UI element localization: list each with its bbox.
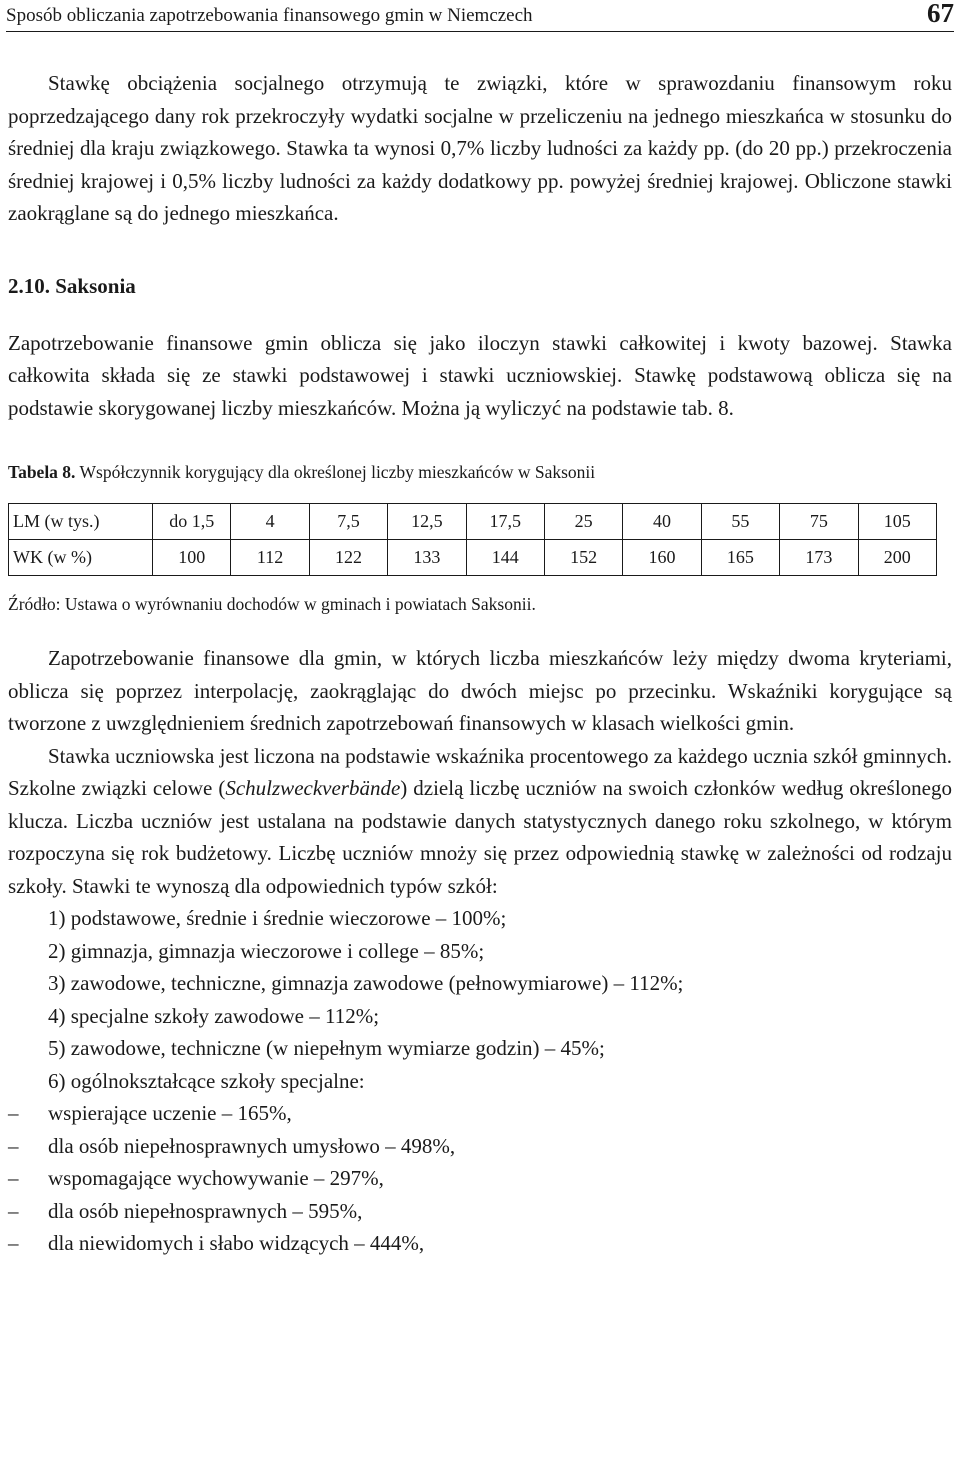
list-item: 1) podstawowe, średnie i średnie wieczorowe – 100%;: [48, 906, 507, 930]
list-item: [8, 1130, 952, 1163]
running-title: Sposób obliczania zapotrzebowania finansowego gmin w Niemczech: [6, 5, 533, 26]
list-item: 5) zawodowe, techniczne (w niepełnym wymiarze godzin) – 45%;: [48, 1036, 605, 1060]
paragraph-text: ) dzielą liczbę uczniów na swoich członków według określonego klucza. Liczba uczniów jest ustalana na podstawie danych statystycznych danego roku szkolnego, w którym rozpoczyna się rok budżetowy. Liczbę uczniów mnoży się przez odpowiednią stawkę w zależności od rodzaju szkoły. Stawki te wynoszą dla odpowiednich typów szkół:: [8, 776, 952, 898]
list-item: [8, 1195, 952, 1228]
list-item: [8, 1162, 952, 1195]
table-cell: 25: [544, 504, 622, 540]
list-item: 6) ogólnokształcące szkoły specjalne:: [48, 1068, 365, 1093]
table-cell: 165: [701, 540, 779, 576]
list-item-text: wspierające uczenie – 165%,: [48, 1101, 292, 1125]
table-cell: 12,5: [388, 504, 466, 540]
table-cell: 200: [858, 540, 936, 576]
dash-bullet: –: [8, 1133, 19, 1158]
table-cell: 173: [780, 540, 858, 576]
table-cell: WK (w %): [9, 540, 153, 576]
table-cell: 4: [231, 504, 309, 540]
list-item: [8, 1227, 952, 1260]
table-cell: 7,5: [309, 504, 387, 540]
table-cell: 55: [701, 504, 779, 540]
table-caption: [8, 458, 952, 486]
list-item: [8, 1097, 952, 1130]
dash-bullet: –: [8, 1198, 19, 1223]
table-cell: 17,5: [466, 504, 544, 540]
table-caption-label: Tabela 8.: [8, 462, 76, 482]
running-header: [6, 0, 954, 32]
table-caption-text: Współczynnik korygujący dla określonej liczby mieszkańców w Saksonii: [79, 462, 596, 482]
table-cell: 75: [780, 504, 858, 540]
list-item-text: dla osób niepełnosprawnych umysłowo – 498%,: [48, 1133, 456, 1158]
page-number: 67: [927, 0, 954, 28]
dash-bullet: –: [8, 1231, 19, 1255]
section-heading: 2.10. Saksonia: [8, 273, 136, 298]
table-cell: 152: [544, 540, 622, 576]
table-cell: 144: [466, 540, 544, 576]
table-cell: 133: [388, 540, 466, 576]
paragraph-financial-need: Zapotrzebowanie finansowe gmin oblicza się jako iloczyn stawki całkowitej i kwoty bazowej. Stawka całkowita składa się ze stawki podstawowej i stawki uczniowskiej. Stawkę podstawową oblicza się na podstawie skorygowanej liczby mieszkańców. Można ją wyliczyć na podstawie tab. 8.: [8, 330, 952, 420]
table-cell: do 1,5: [153, 504, 231, 540]
special-school-list: [8, 1097, 952, 1260]
paragraph-social-burden: Stawkę obciążenia socjalnego otrzymują te związki, które w sprawozdaniu finansowym roku poprzedzającego dany rok przekroczyły wydatki socjalne w przeliczeniu na jednego mieszkańca w stosunku do średniej dla kraju związkowego. Stawka ta wynosi 0,7% liczby ludności za każdy pp. (do 20 pp.) przekroczenia średniej krajowej i 0,5% liczby ludności za każdy dodatkowy pp. powyżej średniej krajowej. Obliczone stawki zaokrąglane są do jednego mieszkańca.: [8, 71, 952, 225]
dash-bullet: –: [8, 1166, 19, 1190]
list-item-text: dla niewidomych i słabo widzących – 444%,: [48, 1231, 425, 1255]
paragraph-text: Stawka uczniowska jest liczona na podstawie wskaźnika procentowego za każdego ucznia szkół gminnych. Szkolne związki celowe (: [8, 743, 952, 800]
table-cell: 105: [858, 504, 936, 540]
list-item: 3) zawodowe, techniczne, gimnazja zawodowe (pełnowymiarowe) – 112%;: [48, 971, 684, 995]
table-row: [9, 504, 937, 540]
table-cell: 122: [309, 540, 387, 576]
list-item: 2) gimnazja, gimnazja wieczorowe i college – 85%;: [48, 938, 485, 963]
dash-bullet: –: [8, 1101, 19, 1125]
table-cell: 100: [153, 540, 231, 576]
paragraph-student-rate: [8, 740, 952, 903]
italic-term: Schulzweckverbände: [225, 776, 401, 800]
table-cell: 112: [231, 540, 309, 576]
table-row: [9, 540, 937, 576]
table-cell: LM (w tys.): [9, 504, 153, 540]
paragraph-interpolation: Zapotrzebowanie finansowe dla gmin, w których liczba mieszkańców leży między dwoma kryteriami, oblicza się poprzez interpolację, zaokrąglając do dwóch miejsc po przecinku. Wskaźniki korygujące są tworzone z uwzględnieniem średnich zapotrzebowań finansowych w klasach wielkości gmin.: [8, 646, 952, 735]
table-cell: 160: [623, 540, 701, 576]
correction-factor-table: [8, 503, 937, 576]
list-item-text: wspomagające wychowywanie – 297%,: [48, 1166, 384, 1190]
table-cell: 40: [623, 504, 701, 540]
table-source-note: Źródło: Ustawa o wyrównaniu dochodów w gminach i powiatach Saksonii.: [8, 594, 536, 614]
school-type-list: [8, 902, 952, 1097]
list-item: 4) specjalne szkoły zawodowe – 112%;: [48, 1003, 380, 1028]
list-item-text: dla osób niepełnosprawnych – 595%,: [48, 1198, 363, 1223]
